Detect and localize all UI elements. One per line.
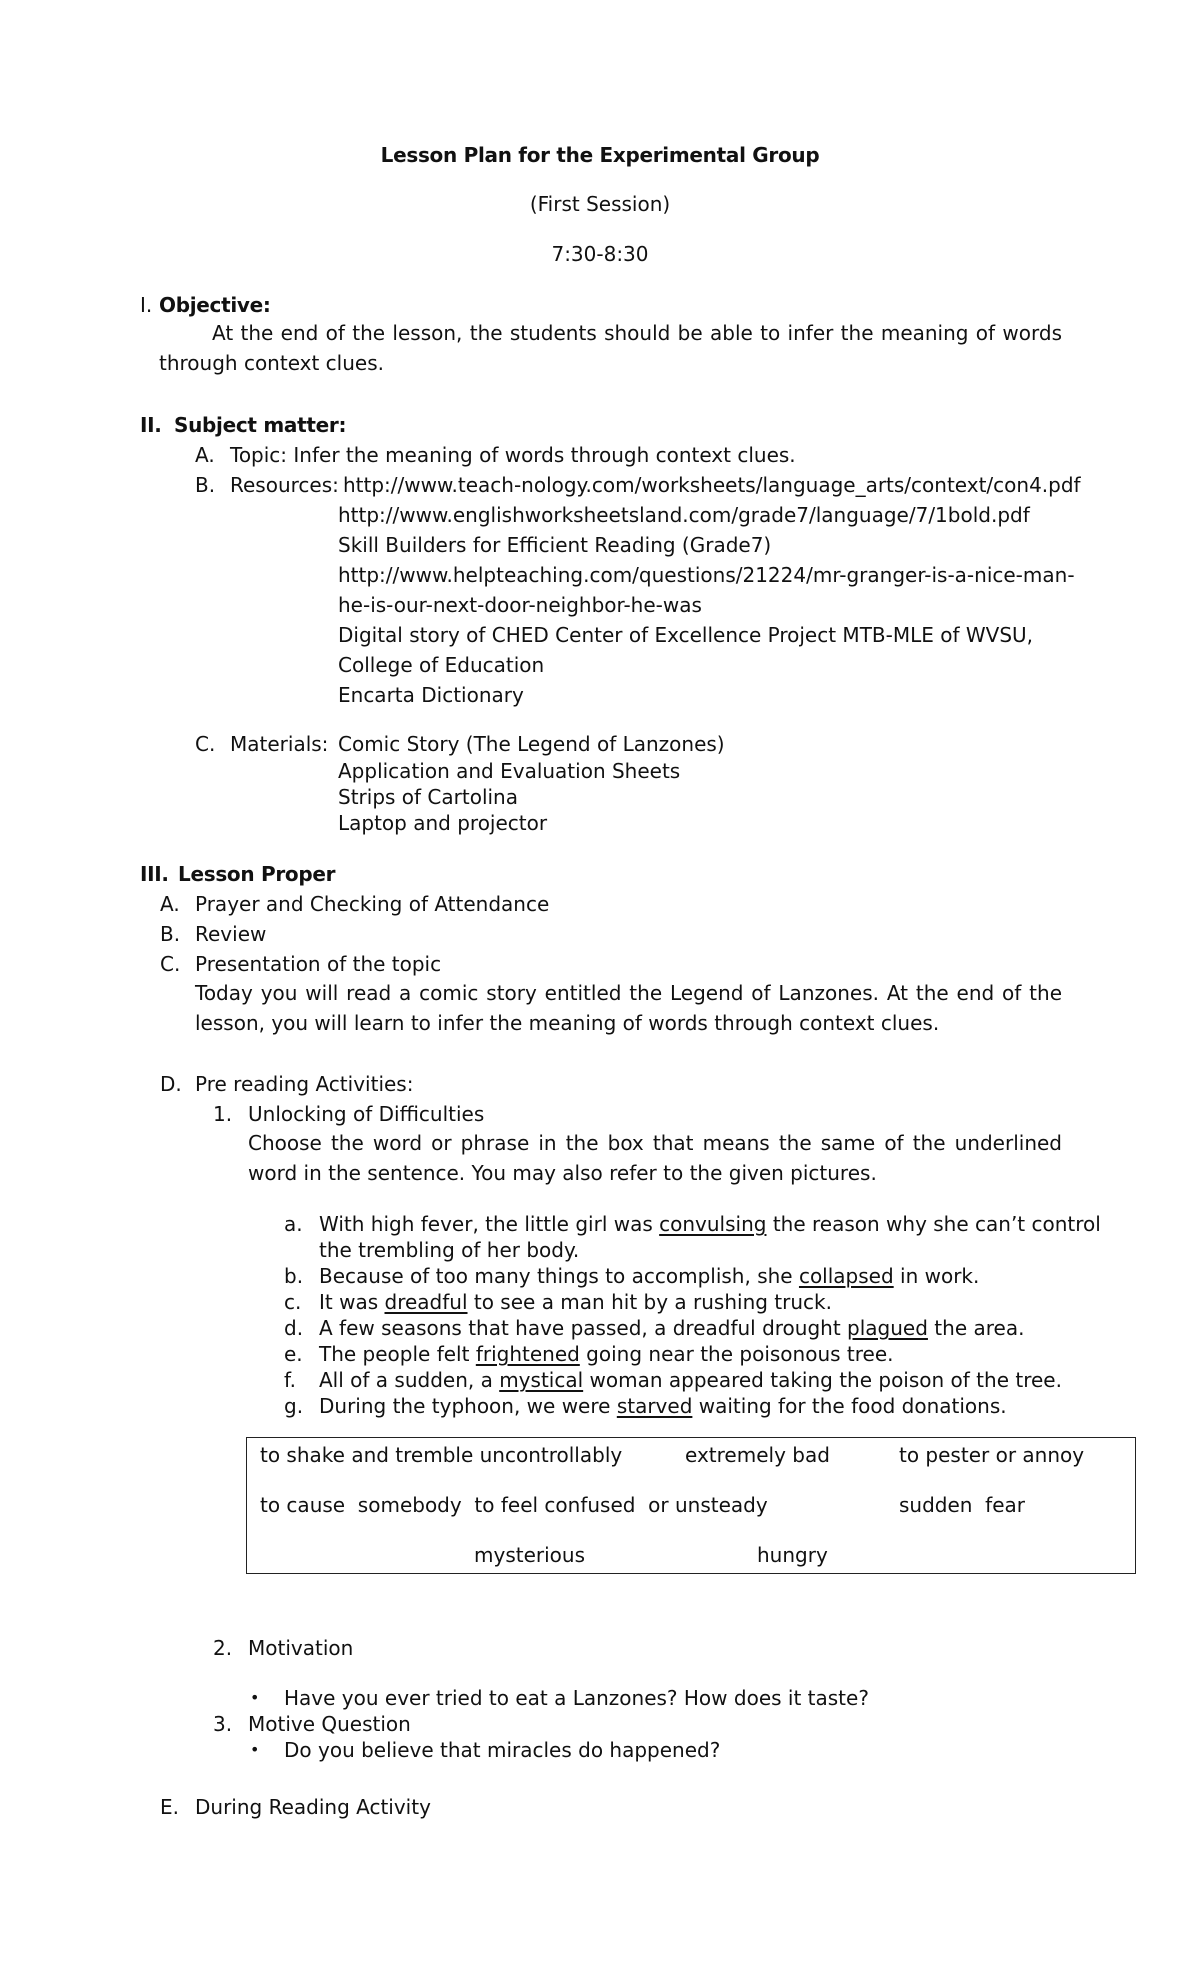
sentence-a: With high fever, the little girl was convulsing the reason why she can’t control [319,1212,1101,1236]
resource-link[interactable]: http://www.helpteaching.com/questions/21224/mr-granger-is-a-nice-man- [338,563,1075,587]
sentence-f: All of a sudden, a mystical woman appeared taking the poison of the tree. [319,1368,1062,1392]
material-item: Laptop and projector [338,811,548,835]
page-title: Lesson Plan for the Experimental Group [380,143,820,167]
sentence-c: It was dreadful to see a man hit by a rushing truck. [319,1290,832,1314]
motive-question: Do you believe that miracles do happened? [284,1738,721,1762]
vocabulary-choice: hungry [757,1543,828,1567]
sentence-letter: g. [284,1394,304,1418]
objective-text: At the end of the lesson, the students should be able to infer the meaning of words through context clues. [159,321,1062,375]
list-letter: B. [160,922,181,946]
section-numeral: III. [140,862,169,886]
objective-heading: Objective: [159,293,271,317]
material-item: Strips of Cartolina [338,785,518,809]
resource-link[interactable]: http://www.englishworksheetsland.com/grade7/language/7/1bold.pdf [338,503,1030,527]
step-number: 1. [213,1102,233,1126]
vocabulary-choice: sudden fear [899,1493,1026,1517]
underlined-word: dreadful [384,1290,468,1314]
bullet-icon: • [250,1740,260,1759]
material-item: Application and Evaluation Sheets [338,759,681,783]
resource-item: Encarta Dictionary [338,683,524,707]
sentence-g: During the typhoon, we were starved waiting for the food donations. [319,1394,1007,1418]
material-item: Comic Story (The Legend of Lanzones) [338,732,725,756]
motivation-question: Have you ever tried to eat a Lanzones? How does it taste? [284,1686,869,1710]
sentence-a-continued: the trembling of her body. [319,1238,580,1262]
vocabulary-choice: mysterious [474,1543,585,1567]
sentence-d: A few seasons that have passed, a dreadful drought plagued the area. [319,1316,1025,1340]
lesson-proper-heading: Lesson Proper [178,862,336,886]
sentence-b: Because of too many things to accomplish, she collapsed in work. [319,1264,980,1288]
section-numeral: II. [140,413,162,437]
unlocking-instructions: Choose the word or phrase in the box that means the same of the underlined word in the sentence. You may also refer to the given pictures. [248,1131,1062,1185]
resource-item: Digital story of CHED Center of Excellence Project MTB-MLE of WVSU, [338,623,1034,647]
motivation-label: Motivation [248,1636,354,1660]
lesson-step-prayer: Prayer and Checking of Attendance [195,892,550,916]
topic-text: Topic: Infer the meaning of words through context clues. [230,443,796,467]
unlocking-difficulties-label: Unlocking of Difficulties [248,1102,485,1126]
list-letter: A. [160,892,180,916]
resource-item: College of Education [338,653,545,677]
lesson-step-during-reading: During Reading Activity [195,1795,431,1819]
list-letter: A. [195,443,215,467]
vocabulary-choice: to shake and tremble uncontrollably [260,1443,623,1467]
resource-item: Skill Builders for Efficient Reading (Grade7) [338,533,772,557]
underlined-word: convulsing [659,1212,767,1236]
underlined-word: plagued [847,1316,928,1340]
bullet-icon: • [250,1688,260,1707]
resources-label: Resources: [230,473,339,497]
lesson-step-prereading: Pre reading Activities: [195,1072,414,1096]
list-letter: C. [160,952,181,976]
vocabulary-choice: to pester or annoy [899,1443,1085,1467]
resource-link[interactable]: http://www.teach-nology.com/worksheets/language_arts/context/con4.pdf [343,473,1081,497]
underlined-word: frightened [475,1342,580,1366]
materials-label: Materials: [230,732,329,756]
list-letter: B. [195,473,216,497]
session-label: (First Session) [529,192,671,216]
subject-matter-heading: Subject matter: [174,413,347,437]
sentence-letter: b. [284,1264,304,1288]
section-numeral: I. [140,293,153,317]
presentation-paragraph: Today you will read a comic story entitled the Legend of Lanzones. At the end of the lesson, you will learn to infer the meaning of words through context clues. [195,981,1062,1035]
sentence-letter: d. [284,1316,304,1340]
sentence-letter: f. [284,1368,296,1392]
list-letter: E. [160,1795,179,1819]
session-time: 7:30-8:30 [551,242,649,266]
sentence-e: The people felt frightened going near the poisonous tree. [319,1342,894,1366]
motive-question-label: Motive Question [248,1712,411,1736]
underlined-word: mystical [499,1368,584,1392]
vocabulary-choice: extremely bad [685,1443,830,1467]
vocabulary-choice: to cause somebody to feel confused or unsteady [260,1493,768,1517]
underlined-word: collapsed [798,1264,894,1288]
step-number: 3. [213,1712,233,1736]
sentence-letter: a. [284,1212,303,1236]
list-letter: C. [195,732,216,756]
step-number: 2. [213,1636,233,1660]
resource-link-continued[interactable]: he-is-our-next-door-neighbor-he-was [338,593,702,617]
lesson-step-review: Review [195,922,267,946]
underlined-word: starved [616,1394,693,1418]
sentence-letter: e. [284,1342,303,1366]
lesson-step-presentation: Presentation of the topic [195,952,442,976]
sentence-letter: c. [284,1290,302,1314]
list-letter: D. [160,1072,182,1096]
